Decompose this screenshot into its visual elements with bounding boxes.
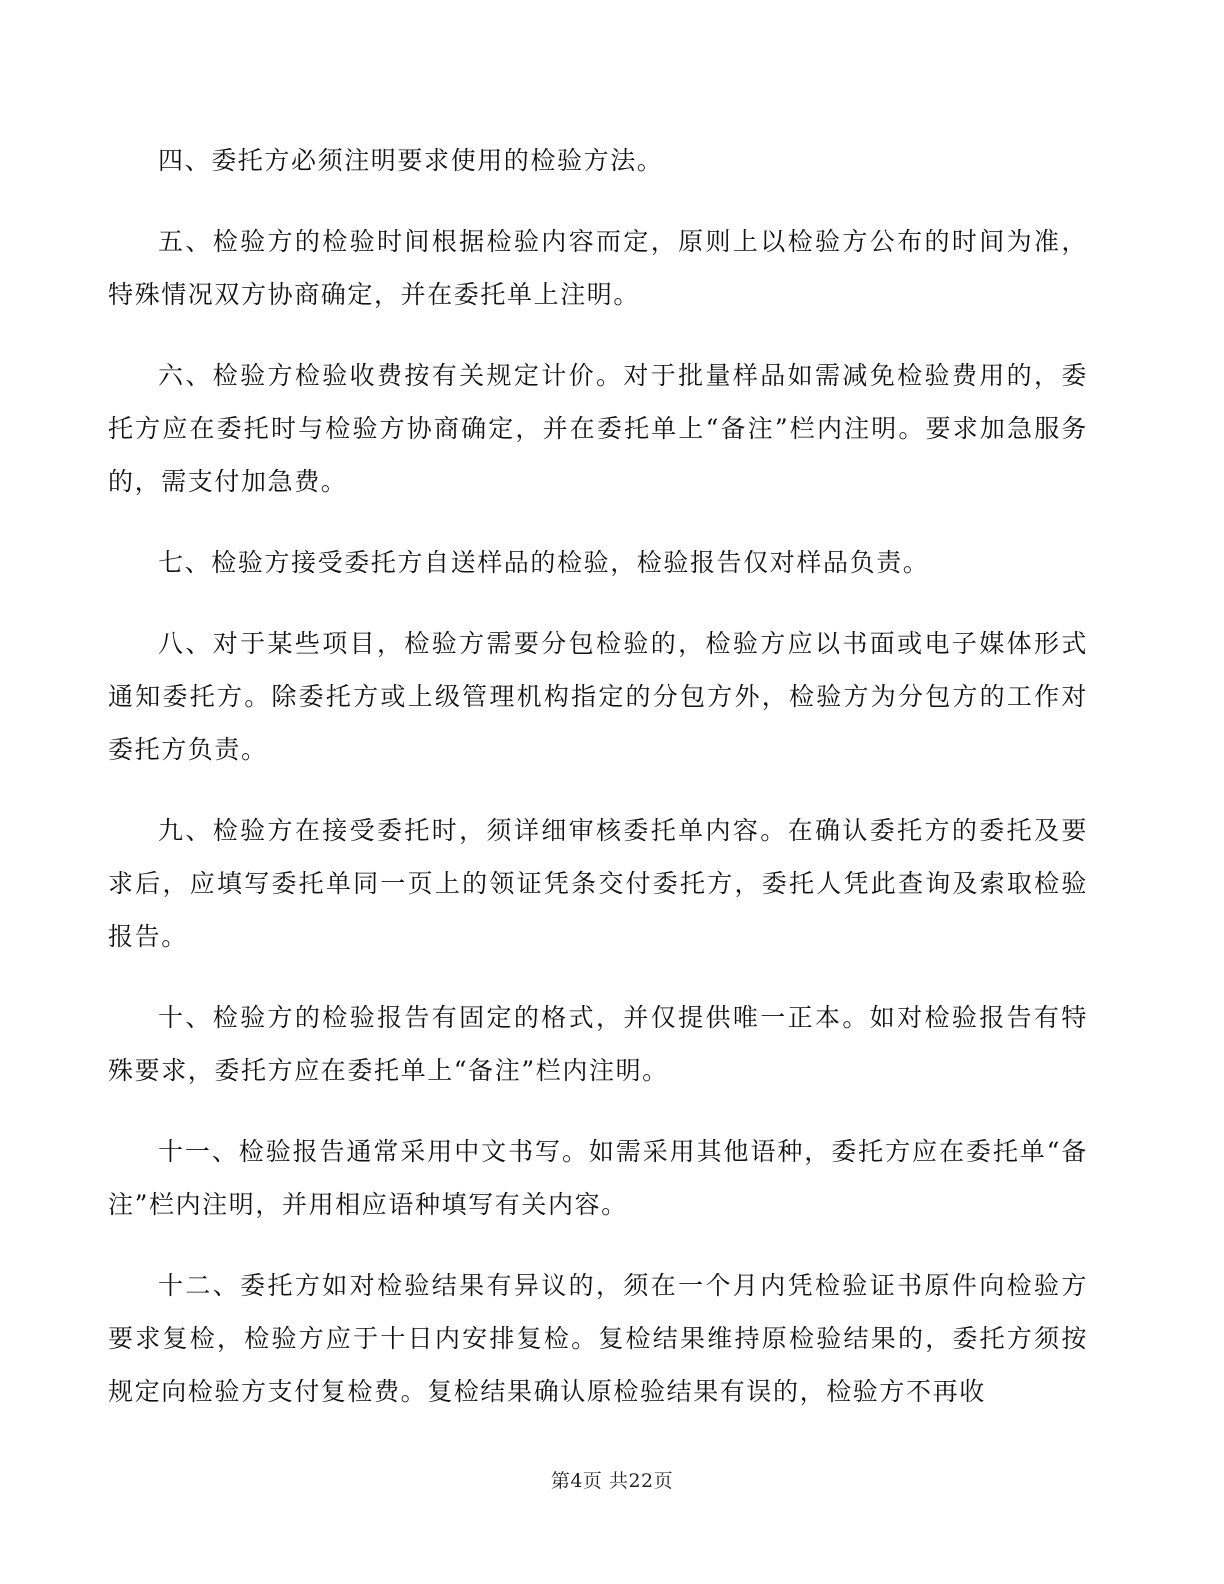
paragraph-7: 七、检验方接受委托方自送样品的检验，检验报告仅对样品负责。 [158,548,930,577]
paragraph-5: 五、检验方的检验时间根据检验内容而定，原则上以检验方公布的时间为准，特殊情况双方协商确定，并在委托单上注明。 [108,227,1088,309]
paragraph-4: 四、委托方必须注明要求使用的检验方法。 [158,146,664,175]
paragraph-6: 六、检验方检验收费按有关规定计价。对于批量样品如需减免检验费用的，委托方应在委托时与检验方协商确定，并在委托单上“备注”栏内注明。要求加急服务的，需支付加急费。 [108,361,1088,496]
paragraph-9: 九、检验方在接受委托时，须详细审核委托单内容。在确认委托方的委托及要求后，应填写委托单同一页上的领证凭条交付委托方，委托人凭此查询及索取检验报告。 [108,816,1088,951]
paragraph-10: 十、检验方的检验报告有固定的格式，并仅提供唯一正本。如对检验报告有特殊要求，委托方应在委托单上“备注”栏内注明。 [108,1003,1088,1085]
paragraph-12: 十二、委托方如对检验结果有异议的，须在一个月内凭检验证书原件向检验方要求复检，检验方应于十日内安排复检。复检结果维持原检验结果的，委托方须按规定向检验方支付复检费。复检结果确认原检验结果有误的，检验方不再收 [108,1271,1088,1406]
page-number-footer: 第4页 共22页 [550,1470,674,1492]
document-body [108,134,1088,1446]
paragraph-8: 八、对于某些项目，检验方需要分包检验的，检验方应以书面或电子媒体形式通知委托方。除委托方或上级管理机构指定的分包方外，检验方为分包方的工作对委托方负责。 [108,629,1088,764]
paragraph-11: 十一、检验报告通常采用中文书写。如需采用其他语种，委托方应在委托单“备注”栏内注明，并用相应语种填写有关内容。 [108,1137,1088,1219]
